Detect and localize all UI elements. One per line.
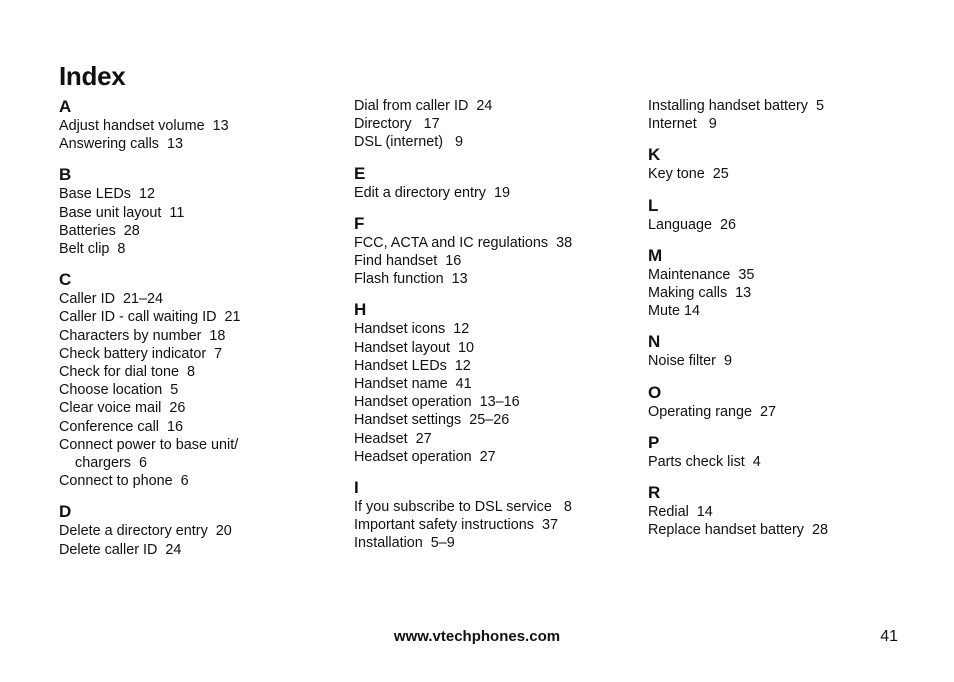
section-letter: M: [648, 245, 663, 265]
index-section: [354, 214, 634, 289]
section-letter: D: [59, 502, 72, 522]
index-entry: Internet 9: [648, 116, 717, 133]
section-letter: R: [648, 483, 661, 503]
index-entry: Handset name 41: [354, 376, 472, 393]
section-letter: E: [354, 163, 366, 183]
index-column-2: [354, 97, 634, 553]
index-entry: Choose location 5: [59, 382, 179, 399]
page-number: 41: [880, 628, 898, 645]
index-entry: Making calls 13: [648, 285, 752, 302]
index-entry: Handset layout 10: [354, 339, 475, 356]
index-section: [354, 300, 634, 466]
index-section: [648, 433, 928, 471]
index-entry: DSL (internet) 9: [354, 134, 464, 151]
section-letter: B: [59, 165, 72, 185]
index-section: [648, 246, 928, 321]
section-letter: C: [59, 270, 72, 290]
section-letter: O: [648, 382, 662, 402]
section-letter: A: [59, 97, 72, 116]
section-letter: L: [648, 195, 659, 215]
index-entry: Check for dial tone 8: [59, 364, 195, 381]
index-section: [59, 165, 339, 258]
index-section: [648, 383, 928, 421]
index-section: [59, 270, 339, 490]
section-letter: I: [354, 478, 359, 498]
index-section: [354, 478, 634, 553]
index-entry: Delete a directory entry 20: [59, 523, 232, 540]
index-entry: Key tone 25: [648, 166, 729, 183]
index-section: [648, 145, 928, 183]
index-column-1: [59, 97, 339, 559]
index-entry: Caller ID - call waiting ID 21: [59, 309, 241, 326]
index-entry: Maintenance 35: [648, 266, 755, 283]
footer-url: www.vtechphones.com: [393, 628, 561, 645]
section-letter: N: [648, 332, 661, 352]
index-section: [648, 196, 928, 234]
index-section: [59, 502, 339, 558]
index-entry: Redial 14: [648, 504, 713, 521]
index-section: [648, 332, 928, 370]
index-entry: Base LEDs 12: [59, 186, 155, 203]
index-entry: Parts check list 4: [648, 453, 761, 470]
index-entry: Conference call 16: [59, 418, 183, 435]
section-letter: H: [354, 300, 367, 320]
index-entry: Check battery indicator 7: [59, 345, 223, 362]
index-entry: Dial from caller ID 24: [354, 98, 493, 114]
index-entry: Noise filter 9: [648, 353, 732, 370]
index-entry: Headset 27: [354, 430, 432, 447]
index-entry: Adjust handset volume 13: [59, 118, 229, 134]
index-entry: Edit a directory entry 19: [354, 184, 510, 201]
index-entry: Flash function 13: [354, 271, 468, 288]
index-entry: chargers 6: [75, 455, 147, 472]
index-entry: Directory 17: [354, 116, 440, 133]
index-entry: Installation 5–9: [354, 535, 455, 552]
index-entry: Characters by number 18: [59, 327, 226, 344]
index-entry: Headset operation 27: [354, 448, 496, 465]
index-section: [354, 164, 634, 202]
section-letter: F: [354, 213, 365, 233]
index-entry: Handset operation 13–16: [354, 394, 520, 411]
index-entry: Mute 14: [648, 303, 700, 320]
index-entry: Handset settings 25–26: [354, 412, 510, 429]
index-entry: Operating range 27: [648, 403, 777, 420]
index-entry: If you subscribe to DSL service 8: [354, 499, 572, 516]
index-section: [354, 97, 634, 152]
index-entry: Connect to phone 6: [59, 473, 189, 490]
section-letter: P: [648, 432, 660, 452]
index-entry: Answering calls 13: [59, 136, 183, 153]
index-section: [648, 483, 928, 539]
index-entry: Find handset 16: [354, 253, 462, 270]
index-entry: Installing handset battery 5: [648, 98, 824, 114]
index-entry: Clear voice mail 26: [59, 400, 186, 417]
index-entry: Replace handset battery 28: [648, 522, 829, 539]
index-entry: Connect power to base unit/: [59, 436, 239, 453]
section-letter: K: [648, 145, 661, 165]
index-entry: Handset icons 12: [354, 321, 470, 338]
index-section: [648, 97, 928, 133]
index-entry: Important safety instructions 37: [354, 517, 558, 534]
index-section: [59, 97, 339, 153]
index-entry: Caller ID 21–24: [59, 291, 163, 308]
index-entry: Language 26: [648, 216, 737, 233]
index-column-3: [648, 97, 928, 539]
index-entry: Belt clip 8: [59, 241, 126, 258]
index-entry: Delete caller ID 24: [59, 541, 182, 558]
index-entry: FCC, ACTA and IC regulations 38: [354, 234, 573, 251]
index-entry: Base unit layout 11: [59, 204, 185, 221]
index-entry: Handset LEDs 12: [354, 357, 471, 374]
page-title: Index: [59, 61, 126, 91]
index-entry: Batteries 28: [59, 222, 140, 239]
